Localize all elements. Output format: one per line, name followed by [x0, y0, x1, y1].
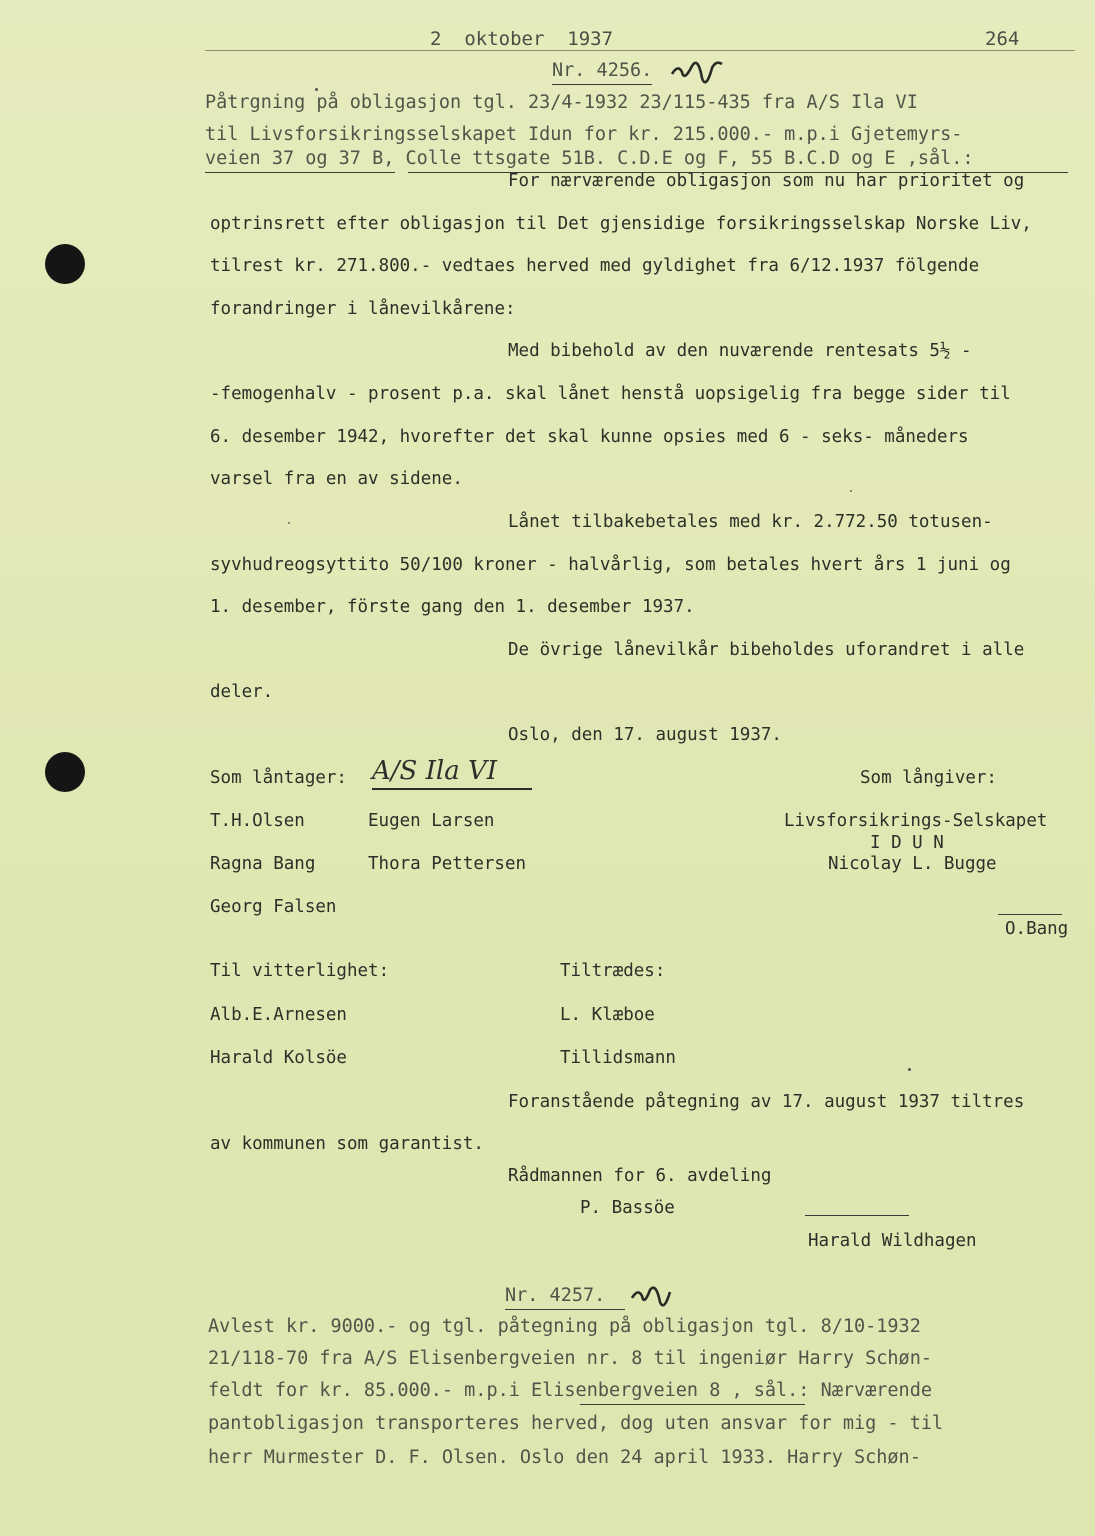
- entry1-body-line-7: 6. desember 1942, hvorefter det skal kunne opsies med 6 - seks- måneders: [210, 427, 969, 447]
- borrower-name-2: Ragna Bang: [210, 854, 316, 874]
- borrower-handwritten-signature: A/S Ila VI: [372, 756, 498, 786]
- borrower-name-5: Thora Pettersen: [368, 854, 527, 874]
- accede-name-2: Tillidsmann: [560, 1048, 676, 1068]
- lender-line-3: Nicolay L. Bugge: [828, 854, 997, 874]
- witness-name-2: Harald Kolsöe: [210, 1048, 347, 1068]
- entry1-title-line-1: Påtrgning på obligasjon tgl. 23/4-1932 23/115-435 fra A/S Ila VI: [205, 92, 918, 113]
- entry1-title-line-2: til Livsforsikringsselskapet Idun for kr. 215.000.- m.p.i Gjetemyrs-: [205, 124, 963, 145]
- entry1-body-line-10: syvhudreogsyttito 50/100 kroner - halvårlig, som betales hvert års 1 juni og: [210, 555, 1011, 575]
- entry1-body-line-12: De övrige lånevilkår bibeholdes uforandret i alle: [508, 640, 1025, 660]
- lender-extra: O.Bang: [1005, 919, 1069, 939]
- borrower-label: Som låntager:: [210, 768, 347, 788]
- entry2-line-2: 21/118-70 fra A/S Elisenbergveien nr. 8 til ingeniør Harry Schøn-: [208, 1348, 932, 1369]
- binder-hole-bottom: [45, 752, 85, 792]
- entry2-check-mark: [628, 1282, 678, 1312]
- lender-label: Som långiver:: [860, 768, 997, 788]
- entry1-body-line-11: 1. desember, förste gang den 1. desember 1937.: [210, 597, 695, 617]
- entry2-line-1: Avlest kr. 9000.- og tgl. påtegning på obligasjon tgl. 8/10-1932: [208, 1316, 921, 1337]
- entry1-title-line-3: veien 37 og 37 B, Colle ttsgate 51B. C.D.E og F, 55 B.C.D og E ,sål.:: [205, 148, 974, 169]
- entry2-line-5: herr Murmester D. F. Olsen. Oslo den 24 april 1933. Harry Schøn-: [208, 1447, 921, 1468]
- entry1-body-line-5: Med bibehold av den nuværende rentesats 5½ -: [508, 341, 972, 361]
- entry2-number: Nr. 4257.: [505, 1285, 606, 1306]
- borrower-name-4: Eugen Larsen: [368, 811, 495, 831]
- entry2-line-3: feldt for kr. 85.000.- m.p.i Elisenbergveien 8 , sål.: Nærværende: [208, 1380, 932, 1401]
- lender-line-1: Livsforsikrings-Selskapet: [784, 811, 1048, 831]
- entry1-body-line-6: -femogenhalv - prosent p.a. skal lånet henstå uopsigelig fra begge sider til: [210, 384, 1011, 404]
- entry1-check-mark: [668, 56, 728, 90]
- paper-speck: [908, 1068, 911, 1071]
- entry1-body-line-1: For nærværende obligasjon som nu har prioritet og: [508, 171, 1025, 191]
- entry1-body-line-4: forandringer i lånevilkårene:: [210, 299, 516, 319]
- council-name: P. Bassöe: [580, 1198, 675, 1218]
- entry1-number-underline: [552, 84, 652, 85]
- paper-speck: [315, 88, 318, 91]
- borrower-name-3: Georg Falsen: [210, 897, 337, 917]
- header-page-number: 264: [985, 28, 1020, 50]
- entry1-body-line-8: varsel fra en av sidene.: [210, 469, 463, 489]
- entry1-body-line-2: optrinsrett efter obligasjon til Det gjensidige forsikringsselskap Norske Liv,: [210, 214, 1032, 234]
- guarantee-line-1: Foranstående påtegning av 17. august 1937 tiltres: [508, 1092, 1025, 1112]
- entry1-body-line-14: Oslo, den 17. august 1937.: [508, 725, 782, 745]
- council-line: Rådmannen for 6. avdeling: [508, 1166, 772, 1186]
- borrower-name-1: T.H.Olsen: [210, 811, 305, 831]
- entry1-title-underline-1: [205, 172, 395, 173]
- final-signature: Harald Wildhagen: [808, 1231, 977, 1251]
- accede-name-1: L. Klæboe: [560, 1005, 655, 1025]
- paper-speck: [288, 522, 290, 524]
- borrower-signature-underline: [372, 788, 532, 790]
- entry2-number-underline: [505, 1309, 625, 1310]
- witness-label: Til vitterlighet:: [210, 961, 390, 981]
- guarantee-line-2: av kommunen som garantist.: [210, 1134, 484, 1154]
- lender-extra-rule: [998, 914, 1062, 915]
- entry1-body-line-9: Lånet tilbakebetales med kr. 2.772.50 totusen-: [508, 512, 993, 532]
- lender-line-2: I D U N: [870, 833, 944, 853]
- entry2-address-underline: [580, 1404, 805, 1405]
- final-signature-rule: [805, 1215, 909, 1216]
- accede-label: Tiltrædes:: [560, 961, 666, 981]
- top-rule: [205, 50, 1075, 51]
- header-date: 2 oktober 1937: [430, 28, 614, 50]
- entry1-body-line-3: tilrest kr. 271.800.- vedtaes herved med gyldighet fra 6/12.1937 fölgende: [210, 256, 980, 276]
- binder-hole-top: [45, 244, 85, 284]
- witness-name-1: Alb.E.Arnesen: [210, 1005, 347, 1025]
- entry2-line-4: pantobligasjon transporteres herved, dog uten ansvar for mig - til: [208, 1413, 944, 1434]
- entry1-body-line-13: deler.: [210, 682, 274, 702]
- paper-speck: [850, 490, 852, 492]
- entry1-number: Nr. 4256.: [552, 60, 653, 81]
